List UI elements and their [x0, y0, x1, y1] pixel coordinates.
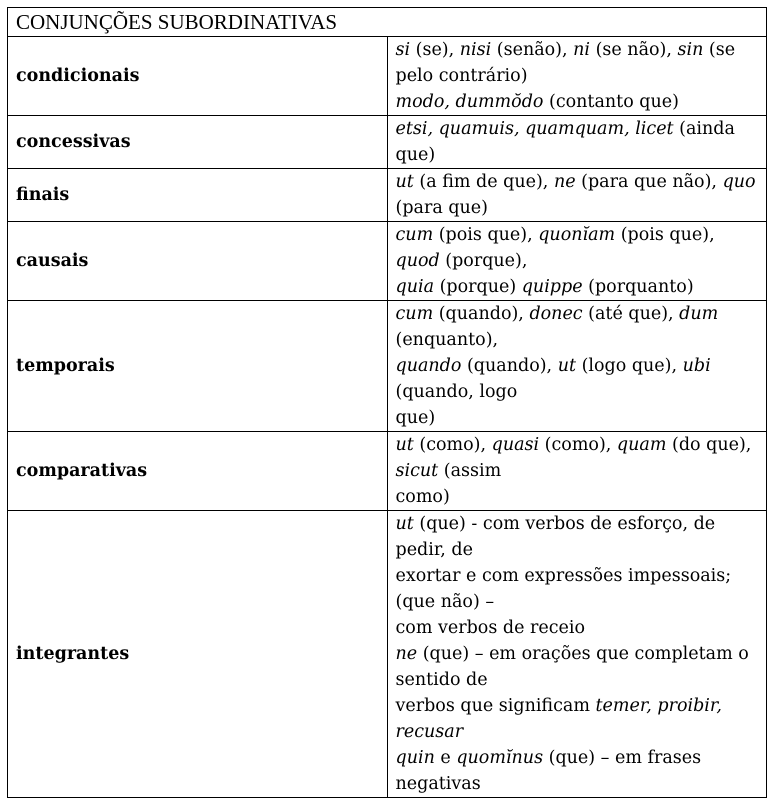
table-row: [8, 301, 767, 432]
latin-term: nisi: [459, 40, 492, 60]
description-text: exortar e com expressões impessoais; (que não) –: [395, 566, 732, 612]
latin-term: quo: [722, 172, 756, 192]
description-text: com verbos de receio: [395, 618, 586, 638]
description-text: (assim: [438, 461, 502, 481]
latin-term: ut: [395, 514, 414, 534]
description-text: (que) - com verbos de esforço, de pedir, de: [395, 514, 716, 560]
description-cell: [387, 511, 767, 798]
latin-term: quonĭam: [538, 225, 616, 245]
category-cell: temporais: [8, 301, 388, 432]
description-line: [396, 37, 759, 89]
description-text: como): [395, 487, 450, 507]
description-text: (que) – em orações que completam o sentido de: [395, 644, 749, 690]
category-cell: condicionais: [8, 37, 388, 116]
description-line: [396, 301, 759, 353]
table-row: [8, 37, 767, 116]
latin-term: quam: [616, 435, 667, 455]
description-text: (quando),: [461, 356, 558, 376]
description-line: [396, 89, 759, 115]
description-line: [396, 615, 759, 641]
latin-term: cum: [395, 225, 434, 245]
description-text: (logo que),: [576, 356, 683, 376]
latin-term: quippe: [521, 277, 583, 297]
description-cell: [387, 169, 767, 222]
description-text: e: [434, 748, 457, 768]
latin-term: dum: [679, 304, 719, 324]
latin-term: sin: [677, 40, 704, 60]
latin-term: quia: [395, 277, 435, 297]
latin-term: cum: [395, 304, 434, 324]
description-text: (enquanto),: [395, 330, 499, 350]
description-line: [396, 693, 759, 745]
description-text: (quando, logo: [395, 382, 518, 402]
description-text: verbos que significam: [395, 696, 596, 716]
table-row: [8, 511, 767, 798]
description-text: (quando),: [433, 304, 530, 324]
description-line: [396, 484, 759, 510]
description-text: (ainda que): [395, 119, 735, 165]
latin-term: quod: [395, 251, 440, 271]
description-text: que): [395, 408, 436, 428]
description-text: (para que): [395, 198, 488, 218]
description-text: (como),: [539, 435, 617, 455]
description-text: (até que),: [582, 304, 680, 324]
description-cell: [387, 116, 767, 169]
category-cell: concessivas: [8, 116, 388, 169]
description-text: (do que),: [666, 435, 752, 455]
description-text: (a fim de que),: [413, 172, 554, 192]
description-cell: [387, 37, 767, 116]
latin-term: ubi: [682, 356, 711, 376]
latin-term: ni: [573, 40, 591, 60]
latin-term: quin: [395, 748, 435, 768]
latin-term: quando: [395, 356, 462, 376]
conjunctions-table: [7, 7, 767, 798]
latin-term: ut: [395, 435, 414, 455]
category-cell: causais: [8, 222, 388, 301]
latin-term: sicut: [395, 461, 439, 481]
description-line: [396, 745, 759, 797]
category-cell: finais: [8, 169, 388, 222]
description-text: (se),: [410, 40, 460, 60]
description-text: (porquanto): [582, 277, 694, 297]
table-title: CONJUNÇÕES SUBORDINATIVAS: [8, 8, 767, 37]
description-text: (para que não),: [575, 172, 723, 192]
description-cell: [387, 222, 767, 301]
latin-term: si: [395, 40, 411, 60]
description-line: [396, 563, 759, 615]
latin-term: ut: [557, 356, 576, 376]
description-text: (senão),: [491, 40, 574, 60]
latin-term: donec: [529, 304, 583, 324]
latin-term: ne: [395, 644, 418, 664]
latin-term: temer, proibir, recusar: [395, 696, 722, 742]
table-row: [8, 169, 767, 222]
description-text: (pois que),: [433, 225, 539, 245]
table-row: [8, 116, 767, 169]
description-line: [396, 511, 759, 563]
category-cell: comparativas: [8, 432, 388, 511]
latin-term: quomĭnus: [456, 748, 544, 768]
description-text: (se pelo contrário): [395, 40, 736, 86]
description-line: [396, 222, 759, 274]
category-cell: integrantes: [8, 511, 388, 798]
description-cell: [387, 432, 767, 511]
latin-term: quasi: [491, 435, 540, 455]
description-text: (como),: [413, 435, 492, 455]
description-text: (que) – em frases negativas: [395, 748, 702, 794]
description-line: [396, 432, 759, 484]
latin-term: modo, dummŏdo: [395, 92, 544, 112]
conjunctions-table-wrapper: [7, 7, 767, 798]
description-cell: [387, 301, 767, 432]
table-row: [8, 432, 767, 511]
description-text: (porque): [434, 277, 522, 297]
latin-term: ut: [395, 172, 414, 192]
description-line: [396, 169, 759, 221]
description-line: [396, 274, 759, 300]
description-line: [396, 405, 759, 431]
description-line: [396, 353, 759, 405]
description-text: (se não),: [590, 40, 678, 60]
description-line: [396, 116, 759, 168]
table-row: [8, 222, 767, 301]
latin-term: ne: [553, 172, 576, 192]
description-text: (porque),: [439, 251, 528, 271]
latin-term: etsi, quamuis, quamquam, licet: [395, 119, 674, 139]
description-text: (contanto que): [543, 92, 679, 112]
table-title-row: [8, 8, 767, 37]
description-line: [396, 641, 759, 693]
description-text: (pois que),: [615, 225, 715, 245]
